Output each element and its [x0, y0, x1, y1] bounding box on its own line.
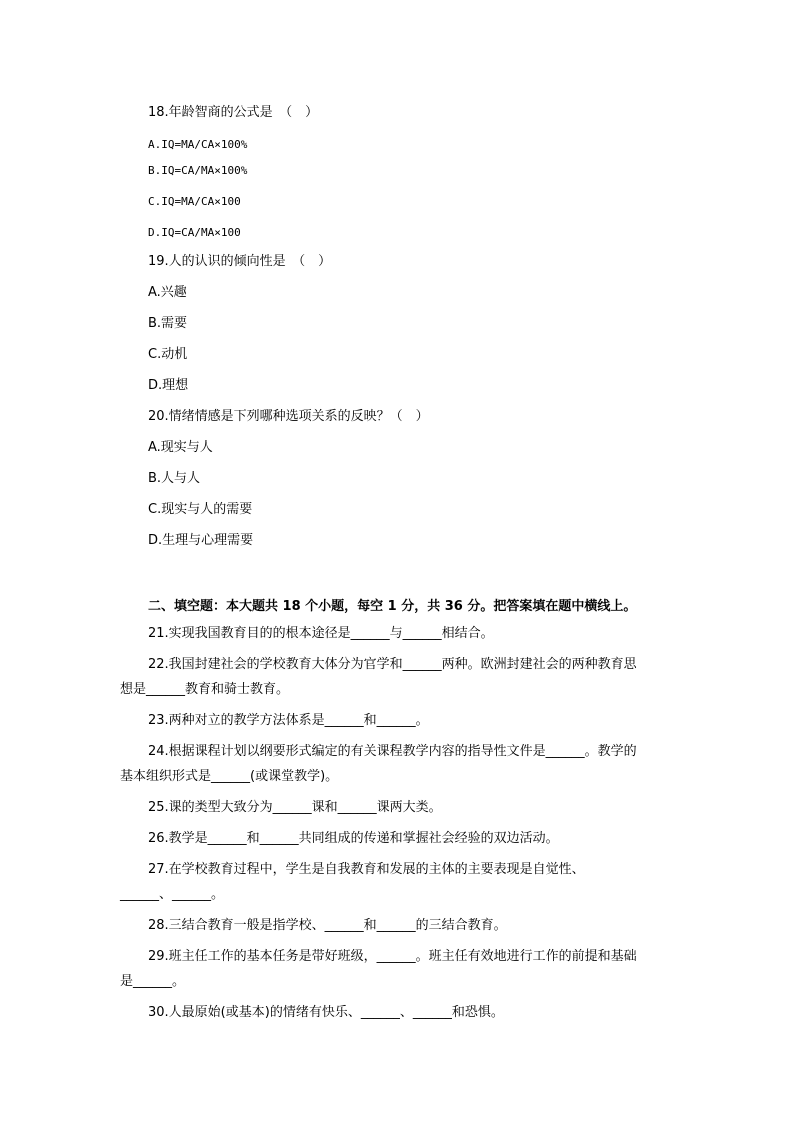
question-29: 29.班主任工作的基本任务是带好班级，______。班主任有效地进行工作的前提和基础 [148, 949, 637, 964]
q18-option-a: A.IQ=MA/CA×100% [148, 138, 248, 151]
question-29-cont: 是______。 [120, 974, 186, 989]
q19-option-d: D.理想 [148, 378, 189, 393]
q18-option-b: B.IQ=CA/MA×100% [148, 164, 248, 177]
q19-option-a: A.兴趣 [148, 285, 187, 300]
question-30: 30.人最原始(或基本)的情绪有快乐、______、______和恐惧。 [148, 1005, 504, 1020]
question-20: 20.情绪情感是下列哪种选项关系的反映？（ ） [148, 409, 429, 424]
question-25: 25.课的类型大致分为______课和______课两大类。 [148, 800, 442, 815]
question-24: 24.根据课程计划以纲要形式编定的有关课程教学内容的指导性文件是______。教学的 [148, 744, 637, 759]
question-26: 26.教学是______和______共同组成的传递和掌握社会经验的双边活动。 [148, 831, 559, 846]
question-18: 18.年龄智商的公式是 （ ） [148, 105, 319, 120]
question-23: 23.两种对立的教学方法体系是______和______。 [148, 713, 429, 728]
question-22: 22.我国封建社会的学校教育大体分为官学和______两种。欧洲封建社会的两种教育思 [148, 657, 637, 672]
q18-option-c: C.IQ=MA/CA×100 [148, 195, 241, 208]
question-28: 28.三结合教育一般是指学校、______和______的三结合教育。 [148, 918, 507, 933]
q20-option-b: B.人与人 [148, 471, 201, 486]
question-21: 21.实现我国教育目的的根本途径是______与______相结合。 [148, 626, 494, 641]
question-19: 19.人的认识的倾向性是 （ ） [148, 254, 332, 269]
q18-option-d: D.IQ=CA/MA×100 [148, 226, 241, 239]
q19-option-c: C.动机 [148, 347, 188, 362]
q20-option-a: A.现实与人 [148, 440, 213, 455]
q20-option-c: C.现实与人的需要 [148, 502, 253, 517]
q20-option-d: D.生理与心理需要 [148, 533, 254, 548]
question-22-cont: 想是______教育和骑士教育。 [120, 682, 290, 697]
q19-option-b: B.需要 [148, 316, 188, 331]
question-27: 27.在学校教育过程中，学生是自我教育和发展的主体的主要表现是自觉性、 [148, 862, 585, 877]
question-27-cont: ______、______。 [120, 887, 225, 902]
question-24-cont: 基本组织形式是______(或课堂教学)。 [120, 769, 339, 784]
section-2-title: 二、填空题：本大题共 18 个小题，每空 1 分，共 36 分。把答案填在题中横线上。 [148, 599, 637, 614]
